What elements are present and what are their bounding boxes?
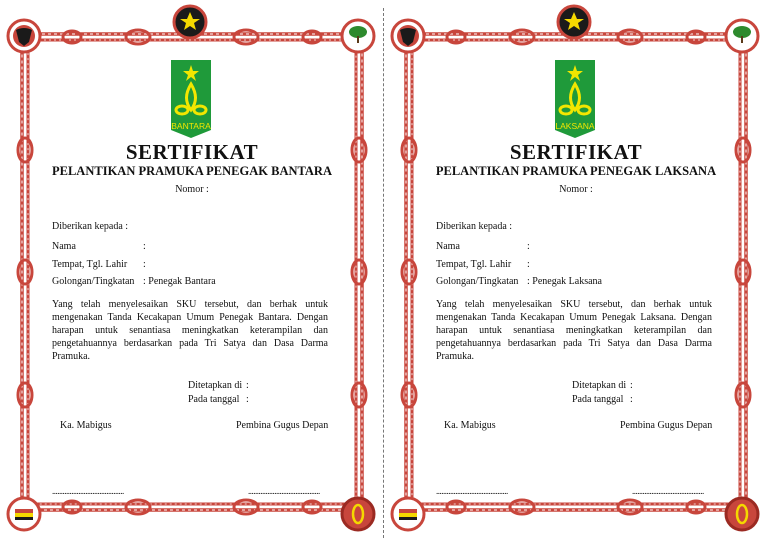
pembina-label: Pembina Gugus Depan: [620, 420, 713, 431]
certificate-title: SERTIFIKAT: [509, 140, 643, 164]
mabigus-label: Ka. Mabigus: [60, 420, 112, 431]
golongan-value: : Penegak Bantara: [143, 276, 216, 287]
tanggal-label: Pada tanggal: [572, 394, 624, 405]
fire-emblem-icon: [726, 498, 758, 530]
tunas-kelapa-badge: [165, 58, 217, 138]
svg-text:BANTARA: BANTARA: [171, 121, 211, 131]
golongan-label: Golongan/Tingkatan: [436, 276, 519, 287]
certificate-subtitle: PELANTIKAN PRAMUKA PENEGAK BANTARA: [52, 164, 332, 178]
flag-emblem-icon: [392, 498, 424, 530]
certificate-laksana: [384, 0, 768, 543]
ditetapkan-colon: :: [246, 380, 249, 391]
diberikan-label: Diberikan kepada :: [52, 221, 129, 232]
tunas-kelapa-badge: [549, 58, 601, 138]
tanggal-colon: :: [630, 394, 633, 405]
ditetapkan-colon: :: [630, 380, 633, 391]
ditetapkan-label: Ditetapkan di: [572, 380, 627, 391]
nama-colon: :: [143, 241, 146, 252]
certificate-title: SERTIFIKAT: [125, 140, 259, 164]
ttl-colon: :: [527, 259, 530, 270]
certificate-paragraph: Yang telah menyelesaikan SKU tersebut, dan berhak untuk mengenakan Tanda Kecakapan Umum Penegak Laksana. Dengan harapan untuk senantiasa meningkatkan keterampilan dan pengetahuannya berdasarkan pada Tri Satya dan Dasa Darma Pramuka.: [436, 299, 712, 362]
bull-head-icon: [392, 20, 424, 52]
scout-star-emblem: [558, 6, 590, 38]
pembina-label: Pembina Gugus Depan: [236, 420, 329, 431]
ditetapkan-label: Ditetapkan di: [188, 380, 243, 391]
pembina-signature-line: .........................................: [248, 486, 320, 496]
tanggal-colon: :: [246, 394, 249, 405]
nama-label: Nama: [52, 241, 76, 252]
scout-star-emblem: [174, 6, 206, 38]
svg-text:LAKSANA: LAKSANA: [555, 121, 595, 131]
diberikan-label: Diberikan kepada :: [436, 221, 513, 232]
golongan-value: : Penegak Laksana: [527, 276, 602, 287]
tree-icon: [726, 20, 758, 52]
nomor-label: Nomor :: [559, 184, 593, 195]
mabigus-signature-line: .........................................: [436, 486, 508, 496]
nomor-label: Nomor :: [175, 184, 209, 195]
nama-label: Nama: [436, 241, 460, 252]
fire-emblem-icon: [342, 498, 374, 530]
pembina-signature-line: .........................................: [632, 486, 704, 496]
golongan-label: Golongan/Tingkatan: [52, 276, 135, 287]
flag-emblem-icon: [8, 498, 40, 530]
certificate-paragraph: Yang telah menyelesaikan SKU tersebut, dan berhak untuk mengenakan Tanda Kecakapan Umum Penegak Bantara. Dengan harapan untuk senantiasa meningkatkan keterampilan dan pengetahuannya berdasarkan pada Tri Satya dan Dasa Darma Pramuka.: [52, 299, 328, 362]
tree-icon: [342, 20, 374, 52]
ttl-label: Tempat, Tgl. Lahir: [52, 259, 128, 270]
mabigus-signature-line: .........................................: [52, 486, 124, 496]
bull-head-icon: [8, 20, 40, 52]
ttl-label: Tempat, Tgl. Lahir: [436, 259, 512, 270]
ttl-colon: :: [143, 259, 146, 270]
mabigus-label: Ka. Mabigus: [444, 420, 496, 431]
nama-colon: :: [527, 241, 530, 252]
certificate-subtitle: PELANTIKAN PRAMUKA PENEGAK LAKSANA: [435, 164, 717, 178]
tanggal-label: Pada tanggal: [188, 394, 240, 405]
